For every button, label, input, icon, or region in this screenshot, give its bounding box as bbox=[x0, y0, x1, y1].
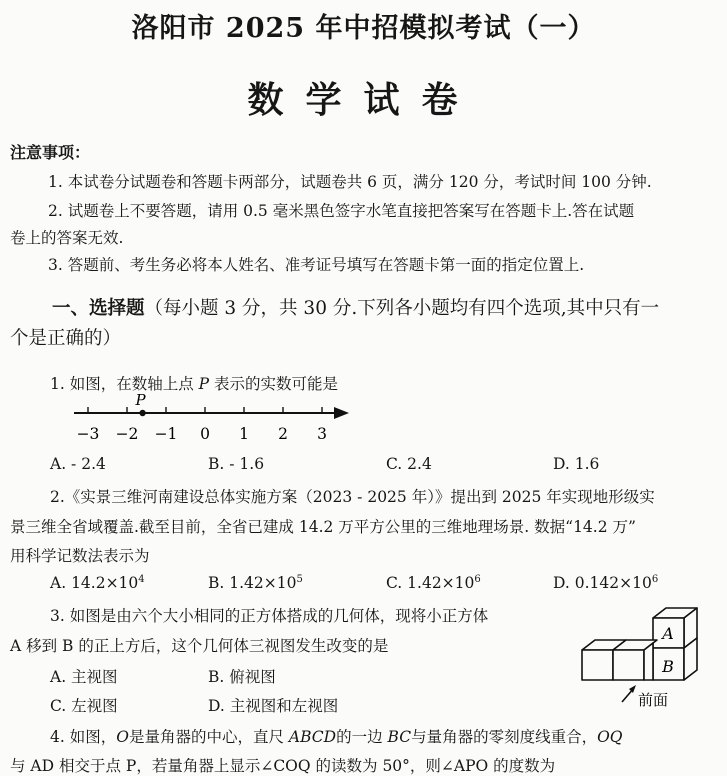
q1-prefix: 1. 如图，在数轴上点 bbox=[50, 375, 194, 393]
q3-line-1: 3. 如图是由六个大小相同的正方体搭成的几何体，现将小正方体 bbox=[50, 607, 489, 625]
cube-back-side bbox=[644, 643, 653, 680]
q1-stem bbox=[50, 372, 338, 394]
q1-option-b: B. - 1.6 bbox=[208, 455, 265, 473]
notice-item-2: 2. 试题卷上不要答题，请用 0.5 毫米黑色签字水笔直接把答案写在答题卡上.答在试题 bbox=[48, 202, 635, 220]
cube-2-front bbox=[613, 650, 644, 680]
paper-subtitle: 数学试卷 bbox=[247, 79, 480, 121]
notice-item-2-cont: 卷上的答案无效. bbox=[10, 229, 124, 247]
cube-a-label: A bbox=[662, 624, 674, 643]
section-desc-cont: 个是正确的） bbox=[10, 328, 122, 349]
notice-item-3: 3. 答题前、考生务必将本人姓名、准考证号填写在答题卡第一面的指定位置上. bbox=[48, 256, 585, 274]
q2-option-a: A. $14.2\times 10^4$ bbox=[50, 573, 145, 592]
q2-option-d: D. $0.142\times 10^6$ bbox=[553, 573, 659, 592]
number-line-tick-label: 2 bbox=[278, 425, 288, 443]
number-line-tick-label: 3 bbox=[317, 425, 327, 443]
q1-option-a: A. - 2.4 bbox=[50, 455, 106, 473]
section-heading bbox=[52, 294, 659, 320]
front-label: 前面 bbox=[638, 691, 669, 709]
exam-title: 洛阳市 2025 年中招模拟考试（一） bbox=[131, 13, 596, 44]
q1-var: P bbox=[198, 375, 210, 393]
cube-figure bbox=[578, 604, 718, 714]
q2-option-c: C. $1.42\times 10^6$ bbox=[386, 573, 481, 592]
notice-heading: 注意事项： bbox=[10, 143, 91, 162]
q2-line-3: 用科学记数法表示为 bbox=[10, 547, 150, 565]
q1-suffix: 表示的实数可能是 bbox=[214, 375, 339, 393]
number-line-tick-label: −3 bbox=[76, 425, 100, 443]
q4-line-1: 4. 如图，O是量角器的中心，直尺 ABCD的一边 BC与量角器的零刻度线重合，OQ bbox=[50, 728, 623, 746]
q3-option-d: D. 主视图和左视图 bbox=[208, 697, 339, 715]
cube-b-label: B bbox=[662, 657, 674, 676]
q3-option-b: B. 俯视图 bbox=[208, 668, 276, 686]
q1-option-d: D. 1.6 bbox=[553, 455, 600, 473]
q3-option-a: A. 主视图 bbox=[50, 668, 118, 686]
q2-line-2: 景三维全省域覆盖.截至目前，全省已建成 14.2 万平方公里的三维地理场景. 数据“14.2 万” bbox=[10, 518, 636, 536]
q4-line-2: 与 AD 相交于点 P，若量角器上显示∠COQ 的读数为 50°，则∠APO 的度数为 bbox=[10, 757, 556, 775]
q1-option-c: C. 2.4 bbox=[386, 455, 432, 473]
q2-line-1: 2.《实景三维河南建设总体实施方案（2023 - 2025 年）》提出到 2025 年实现地形级实 bbox=[50, 488, 655, 506]
number-line-tick-label: 1 bbox=[239, 425, 249, 443]
section-title: 一、选择题 bbox=[52, 298, 145, 319]
number-line-tick-label: −1 bbox=[154, 425, 178, 443]
notice-item-1: 1. 本试卷分试题卷和答题卡两部分，试题卷共 6 页，满分 120 分，考试时间 100 分钟. bbox=[48, 173, 652, 191]
q3-option-c: C. 左视图 bbox=[50, 697, 118, 715]
number-line-tick-label: 0 bbox=[200, 425, 210, 443]
number-line-figure bbox=[66, 392, 366, 448]
point-p-label: P bbox=[135, 392, 146, 409]
point-p-marker bbox=[139, 410, 145, 416]
number-line-arrow-icon bbox=[334, 407, 349, 419]
q3-line-2: A 移到 B 的正上方后，这个几何体三视图发生改变的是 bbox=[10, 637, 389, 655]
number-line-tick-label: −2 bbox=[115, 425, 139, 443]
section-desc: （每小题 3 分，共 30 分.下列各小题均有四个选项,其中只有一 bbox=[144, 298, 660, 319]
q2-option-b: B. $1.42\times 10^5$ bbox=[208, 573, 303, 592]
cube-1-front bbox=[582, 650, 613, 680]
